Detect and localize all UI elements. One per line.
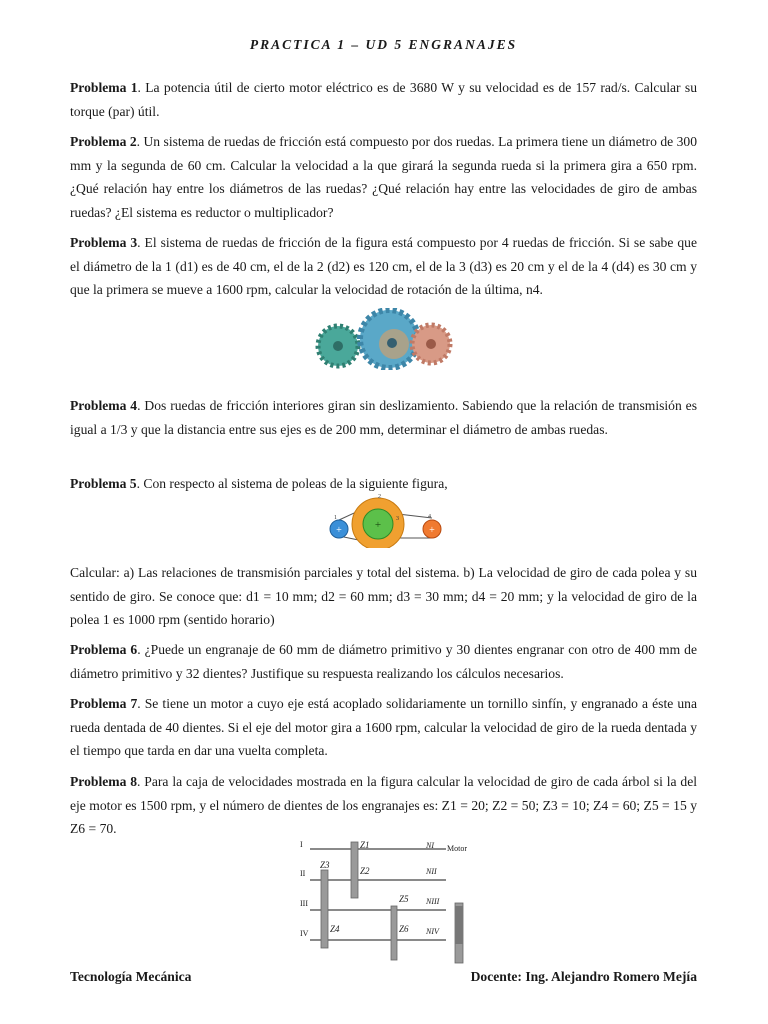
problem-text: . Un sistema de ruedas de fricción está compuesto por dos ruedas. La primera tiene un diámetro de 300 mm y la segunda de 60 cm. Calcular la velocidad a la que girará la segunda rueda si la primera gira a 650 rpm. ¿Qué relación hay entre los diámetros de las ruedas? ¿Qué relación hay entre las velocidades de giro de ambas ruedas? ¿El sistema es reductor o multiplicador? <box>70 134 698 220</box>
page-title: PRACTICA 1 – UD 5 ENGRANAJES <box>249 37 518 52</box>
pulley-label: 3 <box>396 516 399 522</box>
svg-text:+: + <box>374 519 382 531</box>
gear-label: Z2 <box>360 866 370 876</box>
gear-label: Z1 <box>360 840 370 850</box>
problem-5-questions <box>70 561 697 632</box>
problem-text: . La potencia útil de cierto motor eléctrico es de 3680 W y su velocidad es de 157 rad/s. Calcular su torque (par) útil. <box>70 80 697 119</box>
problem-label: Problema 2 <box>70 134 137 149</box>
shaft-label: IV <box>300 929 309 938</box>
gear-label: Z5 <box>399 894 409 904</box>
shaft-label: I <box>300 840 303 849</box>
problem-text: . Se tiene un motor a cuyo eje está acoplado solidariamente un tornillo sinfín, y engranado a éste una rueda dentada de 40 dientes. Si el eje del motor gira a 1600 rpm, calcular la velocidad de giro de la rueda dentada y el tiempo que tarda en dar una vuelta completa. <box>70 696 697 758</box>
wheel-2 <box>360 310 418 368</box>
pulley-label: 1 <box>334 515 337 521</box>
gearbox-figure <box>298 836 478 964</box>
problem-text: . El sistema de ruedas de fricción de la figura está compuesto por 4 ruedas de fricción. Si se sabe que el diámetro de la 1 (d1) es de 40 cm, el de la 2 (d2) es 120 cm, el de la 3 (d3) es 20 cm y el de la 4 (d4) es 30 cm y que la primera se mueve a 1600 rpm, calcular la velocidad de rotación de la última, n4. <box>70 235 698 297</box>
problem-7 <box>70 692 697 763</box>
gear-label: Z3 <box>320 860 330 870</box>
pulley-1 <box>330 520 348 538</box>
speed-label: NI <box>426 841 434 850</box>
footer-course: Tecnología Mecánica <box>70 969 192 984</box>
problem-text: . Para la caja de velocidades mostrada en la figura calcular la velocidad de giro de cada árbol si la del eje motor es 1500 rpm, y el número de dientes de los engranajes es: Z1 = 20; Z2 = 50; Z3 = 10; Z4 = 60; Z5 = 15 y Z6 = 70. <box>70 774 697 836</box>
problem-label: Problema 5 <box>70 476 137 491</box>
shaft-label: II <box>300 869 306 878</box>
pulley-2-3 <box>352 498 404 548</box>
wheel-1 <box>318 326 358 366</box>
pulley-label: 2 <box>378 494 381 500</box>
problem-label: Problema 3 <box>70 235 138 250</box>
gear-label: Z4 <box>330 924 340 934</box>
problem-label: Problema 6 <box>70 642 138 657</box>
speed-label: NIV <box>426 927 439 936</box>
problem-label: Problema 8 <box>70 774 138 789</box>
problem-text: Calcular: a) Las relaciones de transmisión parciales y total del sistema. b) La velocidad de giro de cada polea y su sentido de giro. Se conoce que: d1 = 10 mm; d2 = 60 mm; d3 = 30 mm; d4 = 20 mm; y la velocidad de giro de la polea 1 es 1000 rpm (sentido horario) <box>70 565 697 627</box>
svg-text:+: + <box>429 525 435 536</box>
shaft-label: III <box>300 899 308 908</box>
problem-6 <box>70 638 697 685</box>
pulley-figure <box>322 494 448 548</box>
problem-5 <box>70 472 697 496</box>
page-footer <box>70 969 697 985</box>
speed-label: NII <box>426 867 437 876</box>
wheel-3 <box>412 325 450 363</box>
motor-label: Motor <box>447 844 467 853</box>
pulley-4 <box>423 520 441 538</box>
footer-teacher: Docente: Ing. Alejandro Romero Mejía <box>470 969 697 984</box>
pulley-label: 4 <box>428 514 431 520</box>
problem-3 <box>70 231 697 302</box>
friction-wheels-figure <box>314 308 454 370</box>
gear-label: Z6 <box>399 924 409 934</box>
problem-8 <box>70 770 697 841</box>
problem-4 <box>70 394 697 441</box>
problem-label: Problema 1 <box>70 80 138 95</box>
problem-2 <box>70 130 697 224</box>
problem-label: Problema 7 <box>70 696 138 711</box>
problem-text: . Dos ruedas de fricción interiores giran sin deslizamiento. Sabiendo que la relación de transmisión es igual a 1/3 y que la distancia entre sus ejes es de 200 mm, determinar el diámetro de ambas ruedas. <box>70 398 697 437</box>
svg-text:+: + <box>336 525 342 536</box>
problem-label: Problema 4 <box>70 398 138 413</box>
problem-text: . ¿Puede un engranaje de 60 mm de diámetro primitivo y 30 dientes engranar con otro de 400 mm de diámetro primitivo y 32 dientes? Justifique su respuesta realizando los cálculos necesarios. <box>70 642 698 681</box>
problem-text: . Con respecto al sistema de poleas de la siguiente figura, <box>136 476 448 491</box>
speed-label: NIII <box>426 897 440 906</box>
problem-1 <box>70 76 697 123</box>
